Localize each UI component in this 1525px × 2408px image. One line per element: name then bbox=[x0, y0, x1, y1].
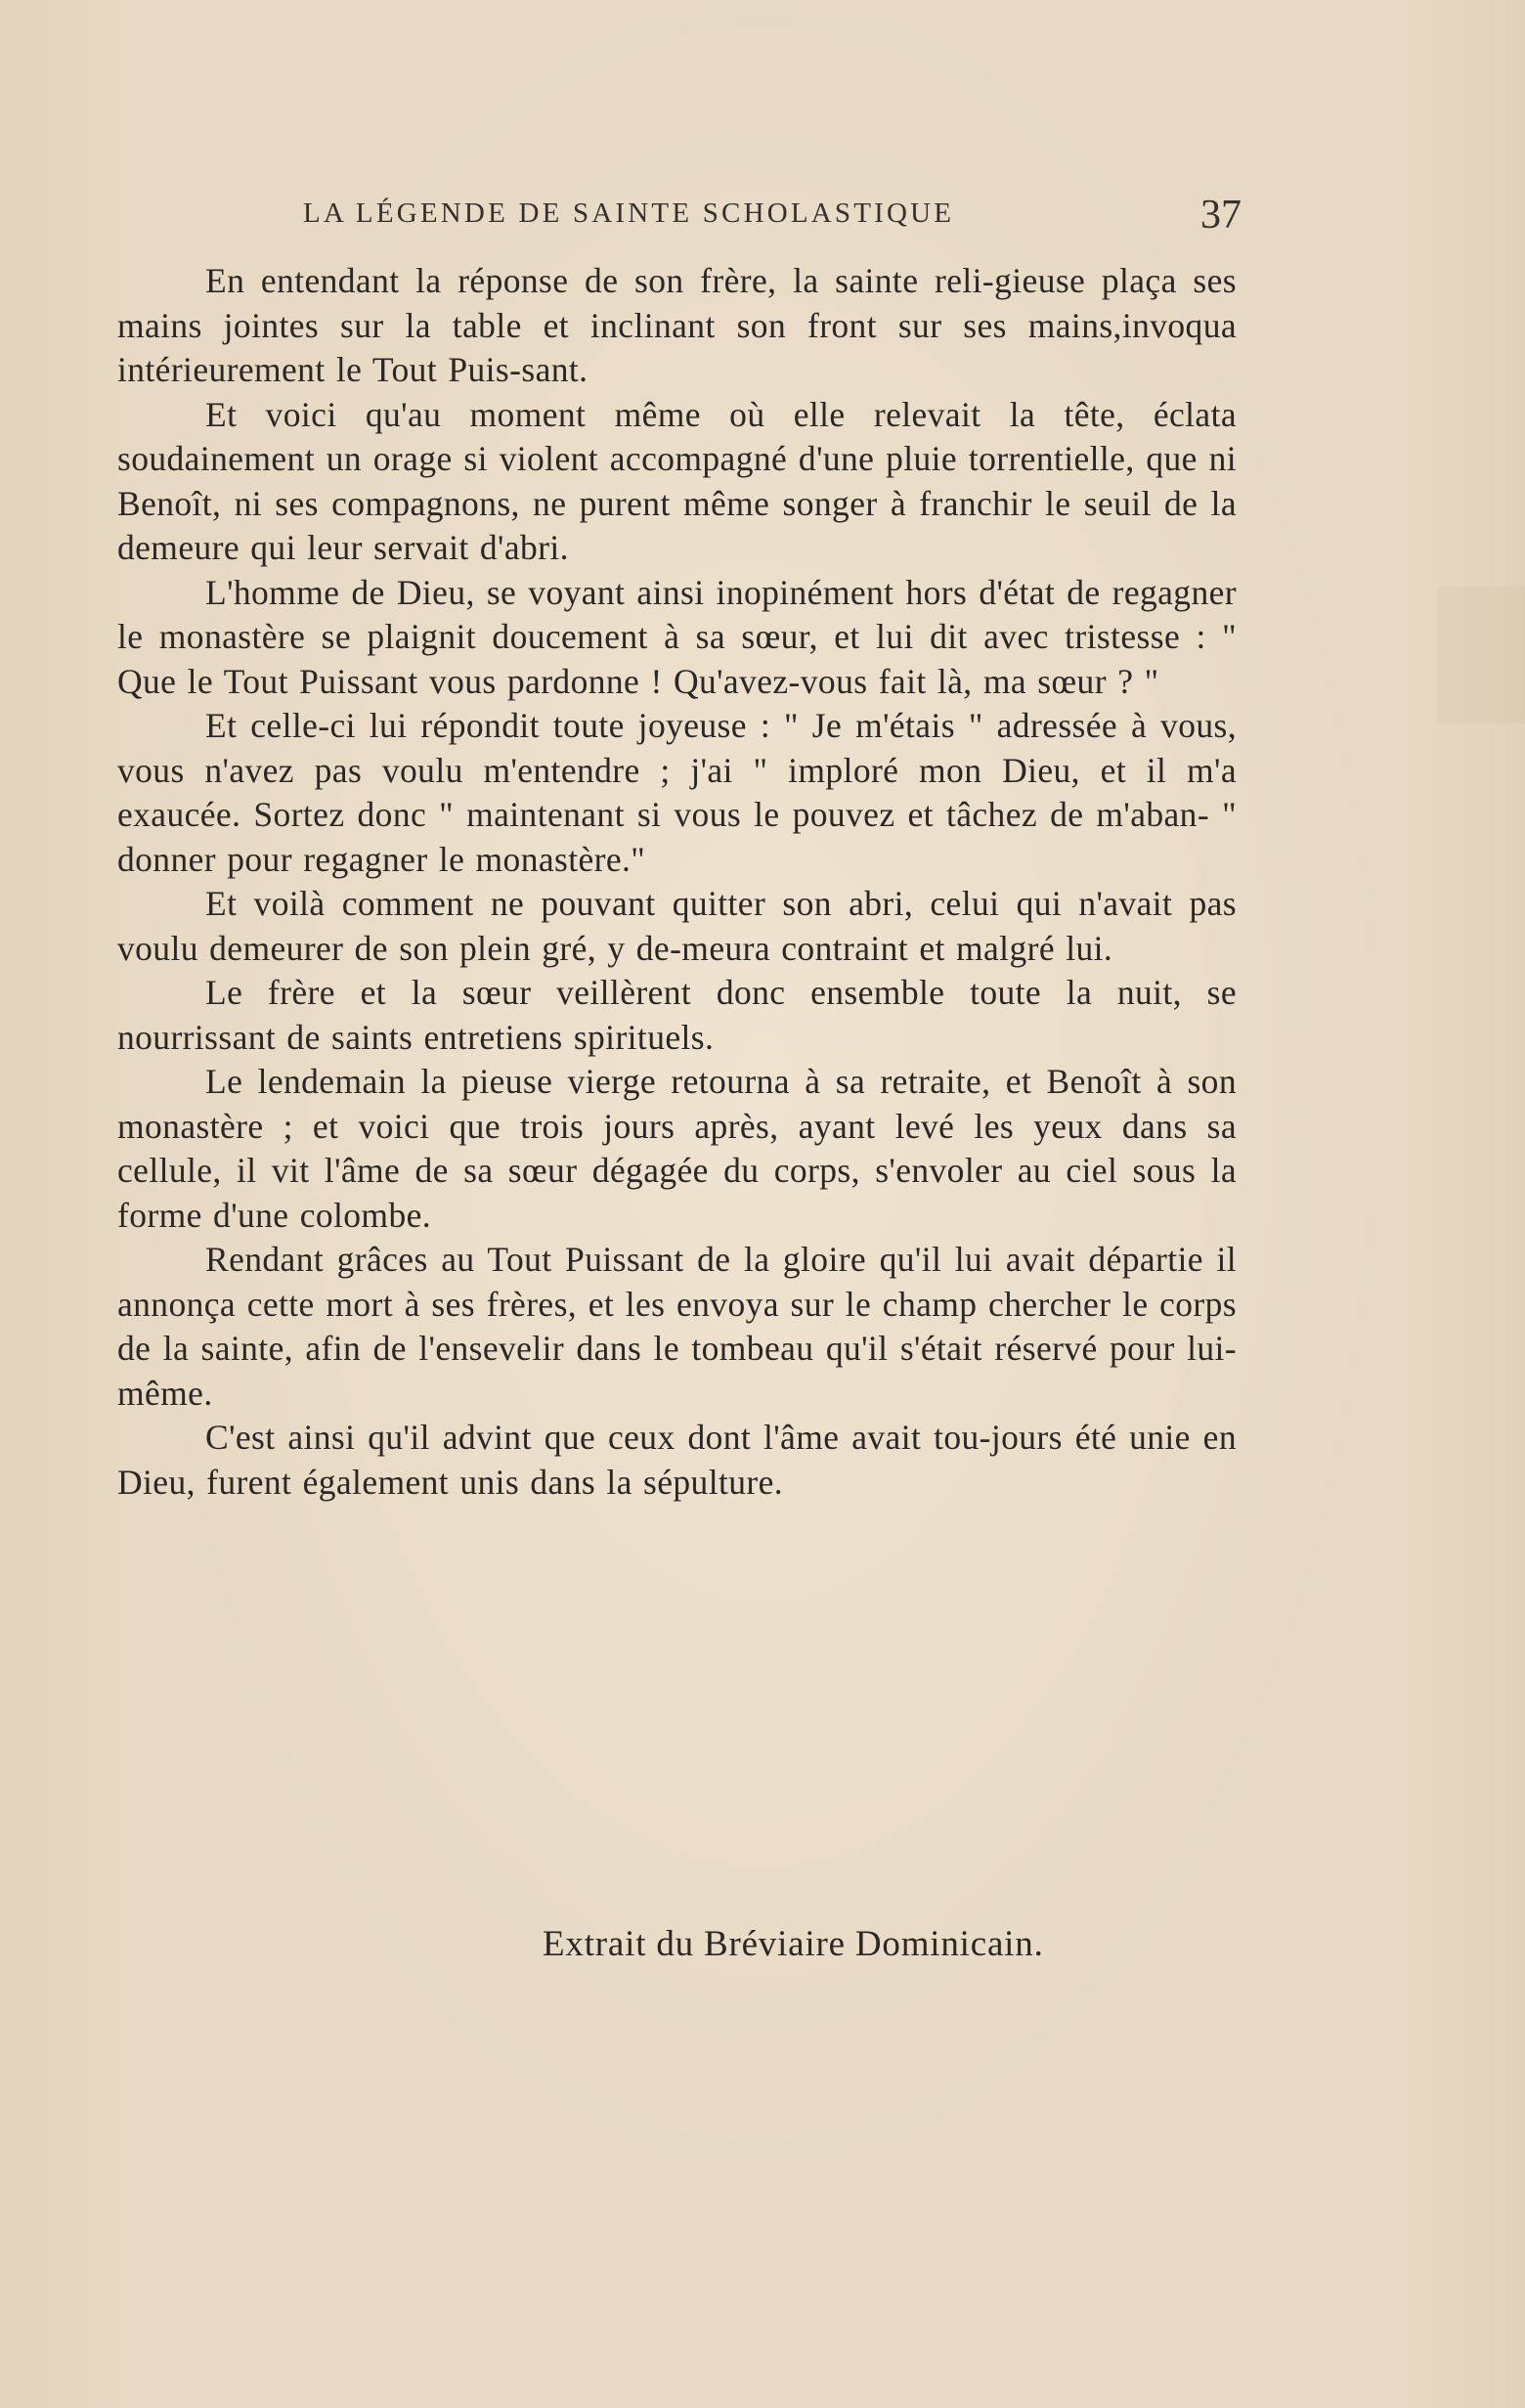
page-header bbox=[303, 192, 1242, 241]
paragraph-4: Et celle-ci lui répondit toute joyeuse : " Je m'étais " adressée à vous, vous n'avez pas voulu m'entendre ; j'ai " imploré mon Dieu, et il m'a exaucée. Sortez donc " maintenant si vous le pouvez et tâchez de m'aban- " donner pour regagner le monastère." bbox=[117, 706, 1237, 879]
body-text bbox=[117, 259, 1237, 1505]
paragraph-6: Le frère et la sœur veillèrent donc ensemble toute la nuit, se nourrissant de saints entretiens spirituels. bbox=[117, 973, 1237, 1057]
paragraph-2: Et voici qu'au moment même où elle relevait la tête, éclata soudainement un orage si violent accompagné d'une pluie torrentielle, que ni Benoît, ni ses compagnons, ne purent même songer à franchir le seuil de la demeure qui leur servait d'abri. bbox=[117, 394, 1237, 567]
source-attribution: Extrait du Bréviaire Dominicain. bbox=[543, 1924, 1044, 1964]
paragraph-8: Rendant grâces au Tout Puissant de la gloire qu'il lui avait départie il annonça cette mort à ses frères, et les envoya sur le champ chercher le corps de la sainte, afin de l'ensevelir dans le tombeau qu'il s'était réservé pour lui-même. bbox=[117, 1240, 1237, 1413]
show-through-shadow bbox=[1437, 587, 1525, 723]
running-title: LA LÉGENDE DE SAINTE SCHOLASTIQUE bbox=[303, 197, 955, 229]
page-number: 37 bbox=[1200, 193, 1242, 238]
paragraph-3: L'homme de Dieu, se voyant ainsi inopinément hors d'état de regagner le monastère se plaignit doucement à sa sœur, et lui dit avec tristesse : " Que le Tout Puissant vous pardonne ! Qu'avez-vous fait là, ma sœur ? " bbox=[117, 572, 1237, 701]
paragraph-7: Le lendemain la pieuse vierge retourna à sa retraite, et Benoît à son monastère ; et voici que trois jours après, ayant levé les yeux dans sa cellule, il vit l'âme de sa sœur dégagée du corps, s'envoler au ciel sous la forme d'une colombe. bbox=[117, 1062, 1237, 1235]
paragraph-9: C'est ainsi qu'il advint que ceux dont l'âme avait tou-jours été unie en Dieu, furent également unis dans la sépulture. bbox=[117, 1418, 1237, 1502]
paragraph-1: En entendant la réponse de son frère, la sainte reli-gieuse plaça ses mains jointes sur la table et inclinant son front sur ses mains,invoqua intérieurement le Tout Puis-sant. bbox=[117, 261, 1237, 389]
paragraph-5: Et voilà comment ne pouvant quitter son abri, celui qui n'avait pas voulu demeurer de son plein gré, y de-meura contraint et malgré lui. bbox=[117, 884, 1237, 968]
